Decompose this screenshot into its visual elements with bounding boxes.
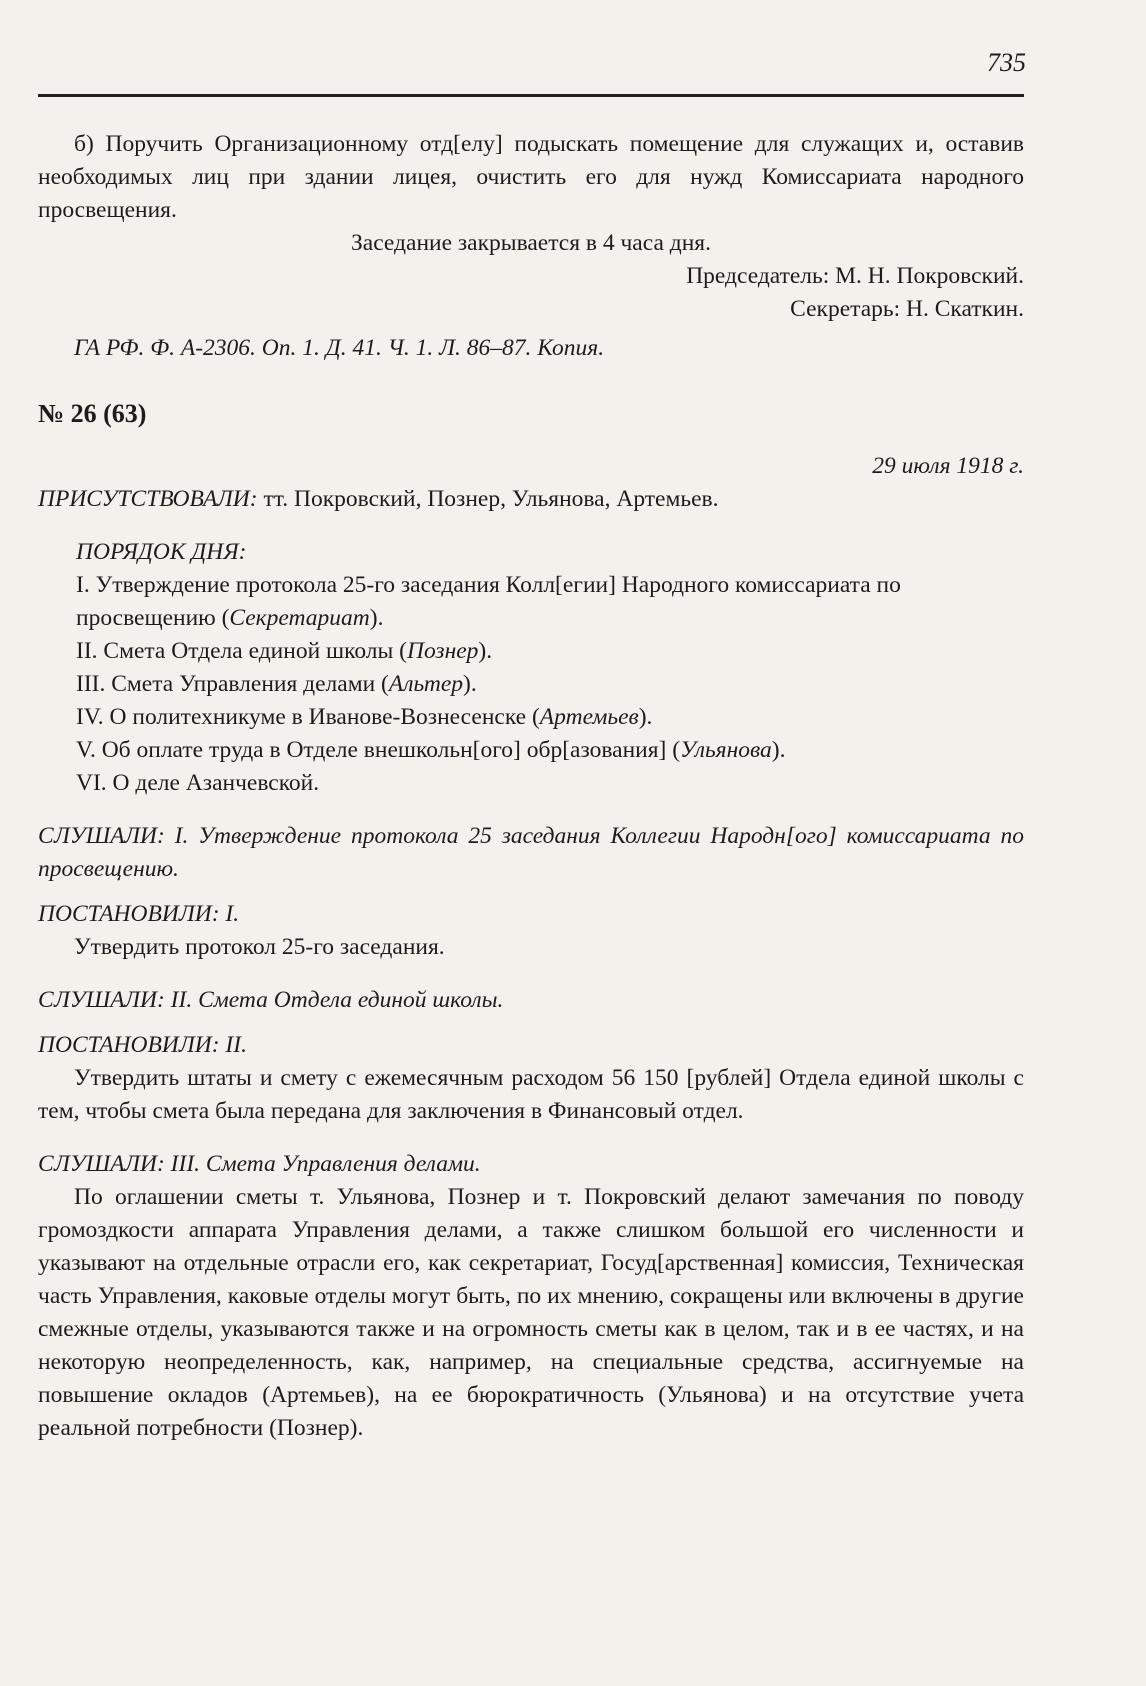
agenda-item-close: ). [369,605,384,631]
decided-1-text: Утвердить протокол 25-го заседания. [74,934,445,960]
present-label: ПРИСУТСТВОВАЛИ: [38,486,258,512]
intro-paragraph: б) Поручить Организационному отд[елу] подыскать помещение для служащих и, оставив необходимых лиц при здании лицея, очистить его для нужд Комиссариата народного просвещения. [38,131,1024,223]
secretary-signature: Секретарь: Н. Скаткин. [790,296,1024,322]
document-number: № 26 (63) [38,399,147,428]
agenda-item-speaker: Ульянова [680,737,772,763]
agenda-item [38,734,1024,767]
page-content [38,128,1024,1445]
agenda-item-speaker: Секретариат [229,605,370,631]
agenda-item-speaker: Альтер [388,671,464,697]
header-rule [38,94,1024,97]
decided-2-label: ПОСТАНОВИЛИ: II. [38,1032,247,1058]
heard-3-text: По оглашении сметы т. Ульянова, Познер и т. Покровский делают замечания по поводу громоздкости аппарата Управления делами, а также слишком большой его численности и указывают на отдельные отрасли его, как секретариат, Госуд[арственная] комиссия, Техническая часть Управления, каковые отделы могут быть, по их мнению, сокращены или включены в другие смежные отделы, указываются также и на огромность сметы как в целом, так и в ее частях, и на некоторую неопределенность, как, например, на специальные средства, ассигнуемые на повышение окладов (Артемьев), на ее бюрократичность (Ульянова) и на отсутствие учета реальной потребности (Познер). [38,1184,1024,1441]
agenda-item-close: ). [478,638,493,664]
page-number: 735 [987,48,1026,77]
chairman-signature: Председатель: М. Н. Покровский. [686,263,1024,289]
agenda-item-text: VI. О деле Азанчевской. [76,770,320,796]
agenda-item [38,767,1024,800]
heard-3: СЛУШАЛИ: III. Смета Управления делами. [38,1151,481,1177]
agenda-item-text: I. Утверждение протокола 25-го заседания Колл[егии] Народного комиссариата по просвещению ( [76,572,901,631]
agenda-list [38,569,1024,800]
agenda-item [38,668,1024,701]
document-date: 29 июля 1918 г. [872,453,1024,479]
agenda-item-text: II. Смета Отдела единой школы ( [76,638,407,664]
heard-1: СЛУШАЛИ: I. Утверждение протокола 25 заседания Коллегии Народн[ого] комиссариата по просвещению. [38,823,1024,882]
agenda-item-speaker: Познер [407,638,479,664]
decided-1-label: ПОСТАНОВИЛИ: I. [38,901,240,927]
agenda-item-speaker: Артемьев [539,704,639,730]
agenda-title: ПОРЯДОК ДНЯ: [76,539,247,565]
agenda-item [38,569,1024,635]
agenda-item [38,635,1024,668]
present-names: тт. Покровский, Познер, Ульянова, Артемьев. [257,486,719,512]
agenda-item-close: ). [771,737,786,763]
heard-2: СЛУШАЛИ: II. Смета Отдела единой школы. [38,987,504,1013]
agenda-item [38,701,1024,734]
decided-2-text: Утвердить штаты и смету с ежемесячным расходом 56 150 [рублей] Отдела единой школы с тем, чтобы смета была передана для заключения в Финансовый отдел. [38,1065,1024,1124]
archive-source: ГА РФ. Ф. А-2306. Оп. 1. Д. 41. Ч. 1. Л. 86–87. Копия. [74,335,605,361]
agenda-item-text: IV. О политехникуме в Иванове-Вознесенске ( [76,704,540,730]
agenda-item-text: III. Смета Управления делами ( [76,671,389,697]
agenda-item-text: V. Об оплате труда в Отделе внешкольн[ого] обр[азования] ( [76,737,681,763]
present-line [38,483,1024,516]
agenda-item-close: ). [638,704,653,730]
closing-line: Заседание закрывается в 4 часа дня. [351,230,711,256]
agenda-item-close: ). [463,671,477,697]
